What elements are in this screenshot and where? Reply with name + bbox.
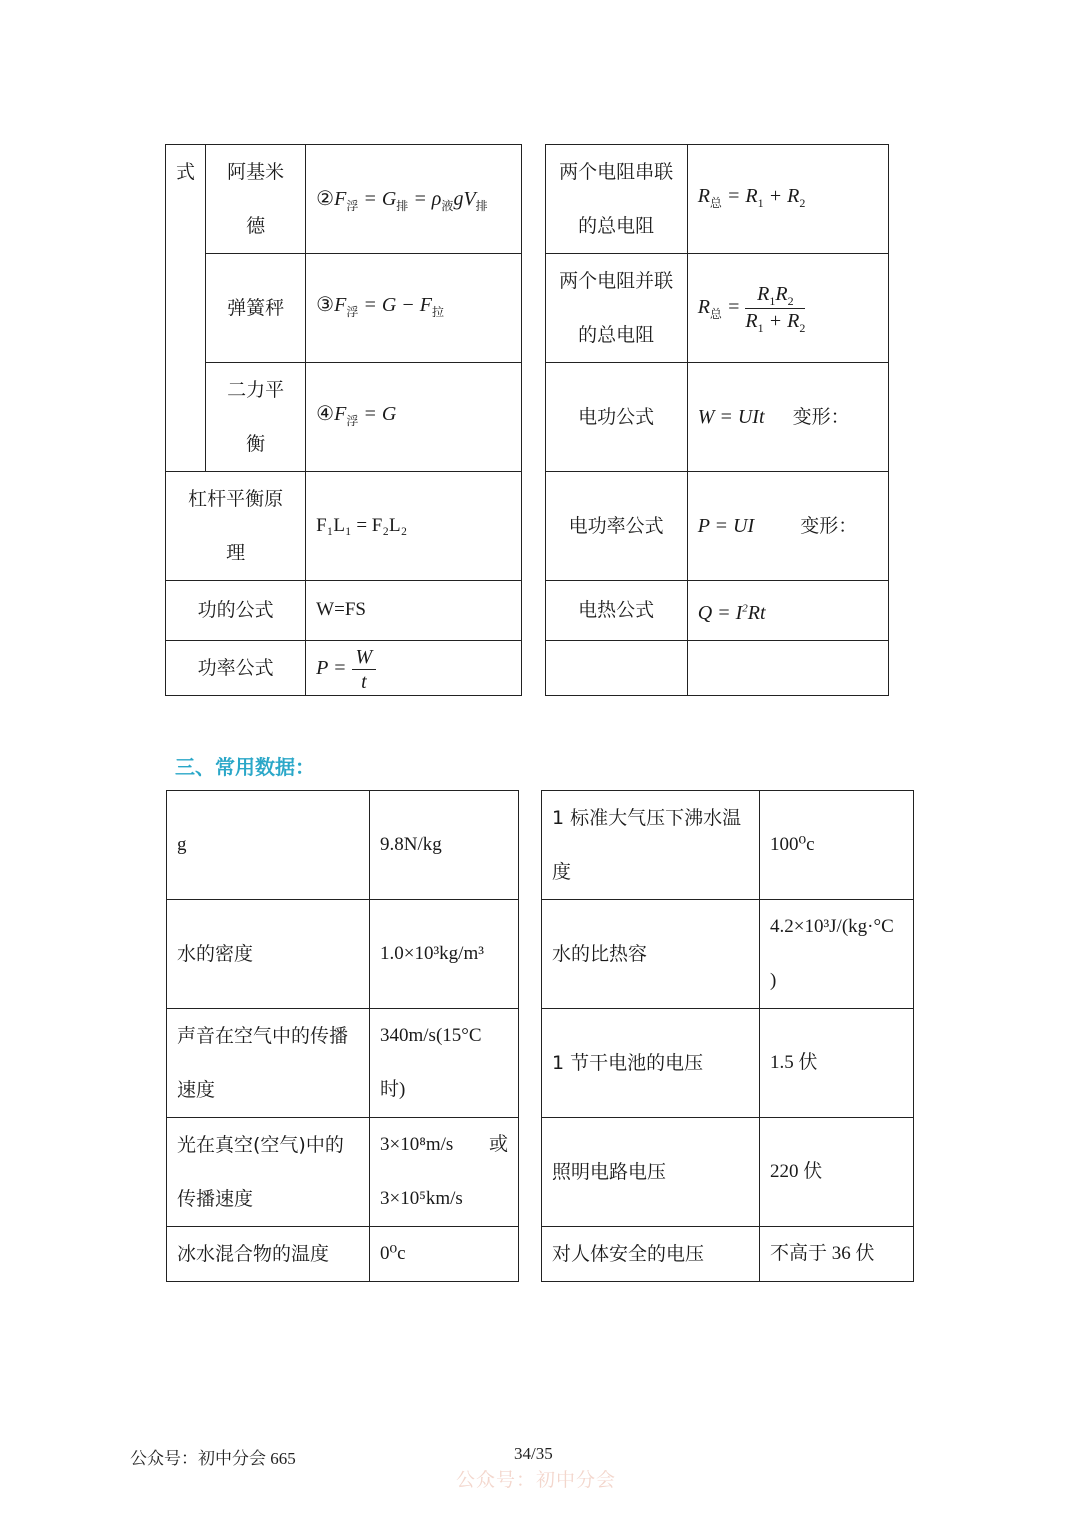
data-value: 340m/s(15°C: [380, 1025, 482, 1046]
data-value: 不高于 36 伏: [770, 1243, 875, 1264]
data-label: 照明电路电压: [552, 1161, 667, 1183]
data-label: 度: [552, 861, 572, 883]
data-value-cell: [370, 1118, 519, 1227]
data-value-cell: [760, 900, 914, 1009]
data-label: 1 标准大气压下沸水温: [552, 807, 742, 829]
section-title: 三、常用数据：: [175, 755, 315, 779]
table-row: [166, 363, 889, 472]
formula-name: 衡: [246, 433, 266, 455]
formula-name-cell: [206, 363, 306, 472]
column-gap: [519, 1009, 542, 1118]
data-value-cell: [760, 1009, 914, 1118]
formula-cell: [306, 472, 522, 581]
formula-name-cell: [545, 472, 687, 581]
formula-table: [165, 144, 889, 696]
data-label: 对人体安全的电压: [552, 1243, 705, 1265]
column-gap: [522, 472, 545, 581]
empty-cell: [687, 640, 888, 695]
data-value-cell: [370, 791, 519, 900]
formula-name: 两个电阻串联: [559, 161, 674, 183]
formula-name-cell: [545, 254, 687, 363]
data-name-cell: [542, 1009, 760, 1118]
data-name-cell: [167, 1227, 370, 1282]
spring-scale-formula: $③F_浮 = G - F_拉$: [316, 293, 445, 319]
column-gap: [519, 1227, 542, 1282]
data-name-cell: [542, 900, 760, 1009]
data-value-cell: [370, 1009, 519, 1118]
formula-name: 理: [226, 542, 246, 564]
variant-label: 变形：: [792, 406, 850, 428]
formula-name: 德: [246, 215, 266, 237]
data-value: 1.5 伏: [770, 1052, 818, 1073]
data-label: 水的比热容: [552, 943, 648, 965]
formula-name: 功率公式: [197, 656, 274, 679]
data-label: 传播速度: [177, 1188, 254, 1210]
formula-name: 电热公式: [578, 599, 655, 622]
side-label-cell: [166, 145, 206, 472]
electric-work-formula: W = UIt: [697, 406, 765, 428]
data-value: 0⁰c: [380, 1243, 406, 1264]
data-value: 时): [380, 1079, 406, 1100]
table-row: [166, 145, 889, 254]
column-gap: [522, 640, 545, 695]
table-row: [167, 1009, 914, 1118]
formula-name-cell: [166, 581, 306, 641]
formula-name-cell: [545, 363, 687, 472]
data-label: 冰水混合物的温度: [177, 1243, 330, 1265]
data-name-cell: [167, 791, 370, 900]
data-label: 声音在空气中的传播: [177, 1025, 349, 1047]
formula-cell: [687, 363, 888, 472]
data-label: 水的密度: [177, 943, 254, 965]
data-value: 220 伏: [770, 1161, 823, 1182]
formula-name-cell: [166, 472, 306, 581]
formula-cell: [306, 581, 522, 641]
formula-cell: [306, 254, 522, 363]
joule-heat-formula: $Q = I^2Rt$: [697, 601, 766, 624]
series-resistance-formula: $R_总 = R_1 + R_2$: [697, 184, 806, 210]
data-value: ): [770, 970, 777, 991]
formula-name: 弹簧秤: [227, 297, 285, 319]
formula-cell: [687, 254, 888, 363]
electric-power-formula: P = UI: [697, 515, 755, 537]
data-value: 4.2×10³J/(kg·°C: [770, 916, 894, 937]
data-value-cell: [370, 1227, 519, 1282]
formula-cell: [306, 640, 522, 695]
formula-name: 功的公式: [197, 599, 274, 622]
formula-cell: [687, 145, 888, 254]
formula-name-cell: [545, 581, 687, 641]
work-formula: W=FS: [316, 599, 366, 621]
power-formula: P = $\frac{W}{t}$: [316, 657, 376, 679]
formula-name: 二力平: [227, 379, 285, 401]
watermark: 公众号：初中分会: [456, 1470, 617, 1491]
formula-name: 电功公式: [578, 406, 655, 428]
data-value-cell: [760, 1227, 914, 1282]
page-number: 34/35: [514, 1444, 553, 1463]
formula-name-cell: [545, 145, 687, 254]
formula-name: 电功率公式: [568, 515, 664, 537]
data-value-cell: [370, 900, 519, 1009]
side-label: 式: [176, 161, 196, 183]
table-row: [167, 1118, 914, 1227]
formula-name-cell: [166, 640, 306, 695]
formula-name: 两个电阻并联: [559, 270, 674, 292]
data-name-cell: [542, 1227, 760, 1282]
formula-name: 阿基米: [227, 161, 285, 183]
column-gap: [522, 254, 545, 363]
lever-formula: F₁L₁ = F₂L₂: [316, 515, 408, 536]
data-name-cell: [167, 1009, 370, 1118]
archimedes-formula: $②F_浮 = G_排 = \rho_液gV_排$: [316, 188, 488, 213]
formula-cell: [687, 472, 888, 581]
data-value-cell: [760, 791, 914, 900]
data-value-line: [380, 1118, 508, 1172]
data-label: 1 节干电池的电压: [552, 1052, 704, 1074]
table-row: [167, 791, 914, 900]
table-row: [166, 581, 889, 641]
table-row: [166, 254, 889, 363]
parallel-resistance-formula: $R_总$ = $\frac{R_1R_2}{R_1 + R_2}$: [697, 282, 806, 336]
formula-cell: [306, 363, 522, 472]
data-label: g: [177, 834, 187, 855]
data-name-cell: [167, 1118, 370, 1227]
formula-cell: [306, 145, 522, 254]
two-force-balance-formula: $④F_浮 = G$: [316, 402, 397, 428]
variant-label: 变形：: [800, 515, 858, 537]
data-value: 9.8N/kg: [380, 834, 442, 855]
column-gap: [522, 145, 545, 254]
data-value: 或: [488, 1134, 508, 1155]
data-table: [166, 790, 914, 1282]
formula-cell: [687, 581, 888, 641]
data-label: 光在真空(空气)中的: [177, 1134, 344, 1156]
formula-name-cell: [206, 145, 306, 254]
data-value: 3×10⁸m/s: [380, 1134, 454, 1155]
table-row: [167, 900, 914, 1009]
data-name-cell: [542, 791, 760, 900]
formula-name: 的总电阻: [578, 324, 655, 346]
table-row: [166, 472, 889, 581]
data-name-cell: [167, 900, 370, 1009]
formula-name-cell: [206, 254, 306, 363]
empty-cell: [545, 640, 687, 695]
table-row: [166, 640, 889, 695]
data-value-cell: [760, 1118, 914, 1227]
formula-name: 杠杆平衡原: [188, 488, 284, 510]
data-value: 3×10⁵km/s: [380, 1188, 463, 1209]
data-value: 1.0×10³kg/m³: [380, 943, 484, 964]
footer-left: 公众号：初中分会 665: [130, 1449, 296, 1468]
table-row: [167, 1227, 914, 1282]
data-label: 速度: [177, 1079, 216, 1101]
column-gap: [519, 791, 542, 900]
data-value: 100⁰c: [770, 834, 815, 855]
column-gap: [522, 363, 545, 472]
data-name-cell: [542, 1118, 760, 1227]
column-gap: [519, 900, 542, 1009]
column-gap: [522, 581, 545, 641]
column-gap: [519, 1118, 542, 1227]
formula-name: 的总电阻: [578, 215, 655, 237]
